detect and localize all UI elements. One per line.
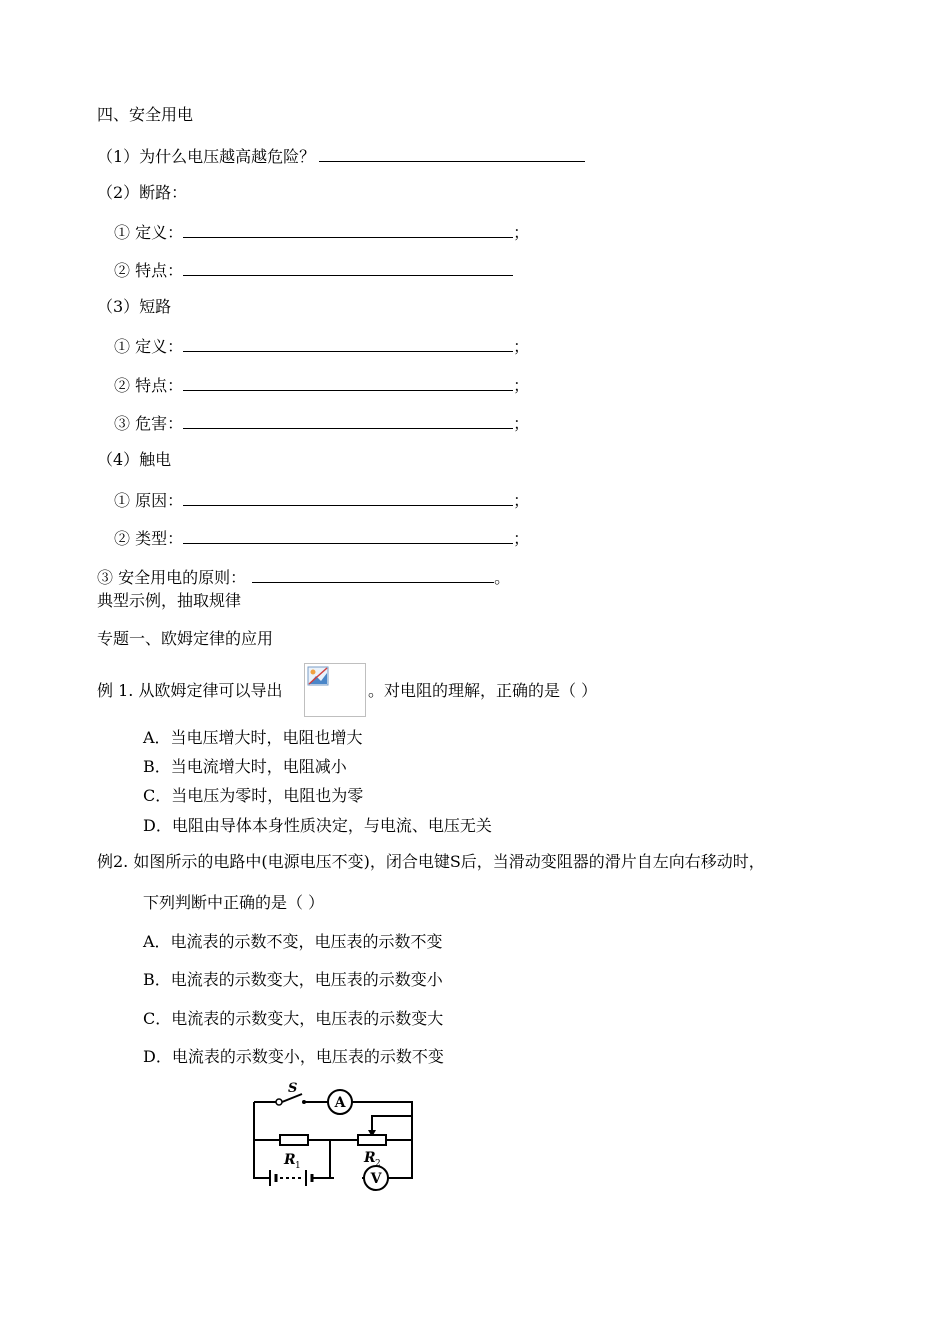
example-2-option-c[interactable]: C．电流表的示数变大，电压表的示数变大 — [143, 1009, 444, 1028]
question-4-cause — [114, 489, 529, 511]
answer-blank[interactable] — [183, 412, 513, 429]
example-2-stem-line-2: 下列判断中正确的是（ ） — [143, 893, 325, 912]
question-4-type — [114, 527, 529, 549]
question-4: （4）触电 — [97, 450, 172, 469]
semicolon: ； — [513, 376, 530, 395]
broken-image-icon — [307, 666, 331, 688]
examples-heading: 典型示例，抽取规律 — [97, 591, 242, 610]
example-1-option-a[interactable]: A．当电压增大时，电阻也增大 — [143, 728, 363, 747]
item-label: ③ 安全用电的原则： — [97, 568, 247, 587]
answer-blank[interactable] — [183, 259, 513, 276]
answer-blank[interactable] — [183, 489, 513, 506]
r2-label: R — [364, 1150, 376, 1166]
item-label: ② 特点： — [114, 261, 184, 280]
semicolon: ； — [513, 529, 530, 548]
question-3: （3）短路 — [97, 297, 172, 316]
question-2: （2）断路： — [97, 183, 188, 202]
semicolon: ； — [513, 491, 530, 510]
example-1-option-c[interactable]: C．当电压为零时，电阻也为零 — [143, 786, 364, 805]
item-label: ① 定义： — [114, 337, 184, 356]
voltmeter-label: V — [370, 1171, 382, 1187]
example-1-option-b[interactable]: B．当电流增大时，电阻减小 — [143, 757, 347, 776]
rheostat-r2-icon — [358, 1135, 386, 1145]
switch-icon — [276, 1099, 282, 1105]
section-title: 四、安全用电 — [97, 105, 194, 124]
question-3-definition — [114, 335, 529, 357]
item-label: ② 特点： — [114, 376, 184, 395]
switch-label: S — [288, 1081, 298, 1096]
example-2-option-a[interactable]: A．电流表的示数不变，电压表的示数不变 — [143, 932, 443, 951]
semicolon: ； — [513, 337, 530, 356]
battery-icon — [270, 1170, 312, 1186]
topic-1-heading: 专题一、欧姆定律的应用 — [97, 629, 274, 648]
item-label: ① 定义： — [114, 223, 184, 242]
r2-subscript: 2 — [375, 1159, 381, 1169]
answer-blank[interactable] — [183, 527, 513, 544]
example-2-option-b[interactable]: B．电流表的示数变大，电压表的示数变小 — [143, 970, 443, 989]
resistor-r1-icon — [280, 1135, 308, 1145]
example-1-stem-end: 。对电阻的理解，正确的是（ ） — [368, 681, 598, 700]
item-label: ① 原因： — [114, 491, 184, 510]
question-1 — [97, 145, 585, 167]
item-label: ② 类型： — [114, 529, 184, 548]
item-label: ③ 危害： — [114, 414, 184, 433]
period: 。 — [494, 568, 511, 587]
question-1-text: （1）为什么电压越高越危险？ — [97, 147, 316, 166]
safety-principle — [97, 566, 510, 588]
example-1-option-d[interactable]: D．电阻由导体本身性质决定，与电流、电压无关 — [143, 816, 492, 835]
question-2-feature — [114, 259, 513, 281]
example-1-stem-start: 例 1. 从欧姆定律可以导出 — [97, 681, 283, 700]
semicolon: ； — [513, 223, 530, 242]
answer-blank[interactable] — [183, 374, 513, 391]
answer-blank[interactable] — [252, 566, 494, 583]
question-3-feature — [114, 374, 529, 396]
question-2-definition — [114, 221, 529, 243]
semicolon: ； — [513, 414, 530, 433]
r1-subscript: 1 — [295, 1161, 301, 1171]
answer-blank[interactable] — [319, 145, 585, 162]
formula-image-placeholder — [304, 663, 366, 717]
question-3-harm — [114, 412, 529, 434]
r1-label: R — [284, 1152, 296, 1168]
answer-blank[interactable] — [183, 335, 513, 352]
example-2-option-d[interactable]: D．电流表的示数变小，电压表的示数不变 — [143, 1047, 444, 1066]
ammeter-label: A — [334, 1095, 346, 1111]
circuit-diagram — [246, 1080, 426, 1192]
answer-blank[interactable] — [183, 221, 513, 238]
example-2-stem-line-1: 例2. 如图所示的电路中(电源电压不变)，闭合电键S后，当滑动变阻器的滑片自左向右移动时， — [97, 852, 765, 871]
